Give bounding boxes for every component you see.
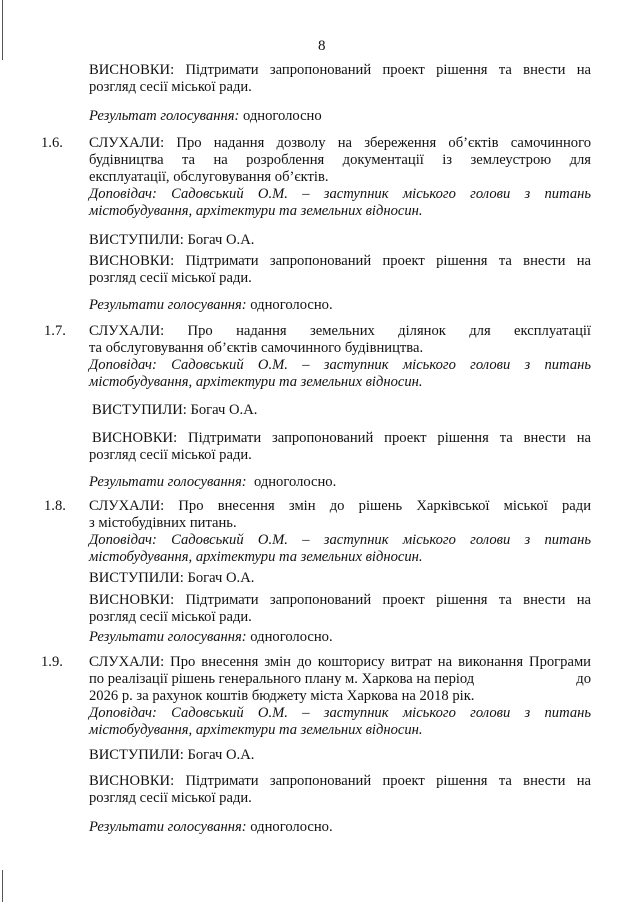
scan-edge-line xyxy=(2,0,3,60)
vote-value: одноголосно. xyxy=(246,629,333,645)
heard-line: СЛУХАЛИ: Про внесення змін до кошторису витрат на виконання Програми xyxy=(89,654,591,670)
heard-line: з містобудівних питань. xyxy=(89,515,237,531)
vote-label: Результати голосування: xyxy=(89,819,247,835)
conclusion-line: розгляд сесії міської ради. xyxy=(89,270,252,286)
conclusion-line: ВИСНОВКИ: Підтримати запропонований проект рішення та внести на xyxy=(89,253,591,269)
heard-text: по реалізації рішень генерального плану м. Харкова на період xyxy=(89,671,475,687)
spoke-line: ВИСТУПИЛИ: Богач О.А. xyxy=(92,402,258,418)
reporter-line: містобудування, архітектури та земельних відносин. xyxy=(89,722,423,738)
reporter-line: містобудування, архітектури та земельних відносин. xyxy=(89,549,423,565)
reporter-line: містобудування, архітектури та земельних відносин. xyxy=(89,203,423,219)
heard-line: СЛУХАЛИ: Про внесення змін до рішень Харківської міської ради xyxy=(89,498,591,514)
conclusion-line: ВИСНОВКИ: Підтримати запропонований проект рішення та внести на xyxy=(89,592,591,608)
vote-label: Результати голосування: xyxy=(89,297,247,313)
conclusion-line: розгляд сесії міської ради. xyxy=(89,79,252,95)
vote-value: одноголосно. xyxy=(246,819,333,835)
vote-result xyxy=(89,474,591,491)
item-number: 1.8. xyxy=(44,498,66,514)
vote-result xyxy=(89,297,591,314)
scan-edge-line xyxy=(2,870,3,902)
vote-result xyxy=(89,819,591,836)
conclusion-line: розгляд сесії міської ради. xyxy=(89,609,252,625)
reporter-line: Доповідач: Садовський О.М. – заступник міського голови з питань xyxy=(89,705,591,721)
vote-value: одноголосно. xyxy=(246,474,337,490)
heard-line: 2026 р. за рахунок коштів бюджету міста Харкова на 2018 рік. xyxy=(89,688,475,704)
heard-text: до xyxy=(576,671,591,687)
conclusion-line: розгляд сесії міської ради. xyxy=(89,447,252,463)
vote-value: одноголосно. xyxy=(246,297,333,313)
conclusion-line: ВИСНОВКИ: Підтримати запропонований проект рішення та внести на xyxy=(89,62,591,78)
spoke-line: ВИСТУПИЛИ: Богач О.А. xyxy=(89,747,255,763)
reporter-line: Доповідач: Садовський О.М. – заступник міського голови з питань xyxy=(89,532,591,548)
item-number: 1.9. xyxy=(41,654,63,670)
reporter-line: Доповідач: Садовський О.М. – заступник міського голови з питань xyxy=(89,186,591,202)
item-number: 1.6. xyxy=(41,135,63,151)
vote-label: Результат голосування: xyxy=(89,108,240,124)
heard-line: СЛУХАЛИ: Про надання земельних ділянок для експлуатації xyxy=(89,323,591,339)
spoke-line: ВИСТУПИЛИ: Богач О.А. xyxy=(89,570,255,586)
heard-line: СЛУХАЛИ: Про надання дозволу на збереження об’єктів самочинного xyxy=(89,135,591,151)
conclusion-line: ВИСНОВКИ: Підтримати запропонований проект рішення та внести на xyxy=(92,430,591,446)
vote-result xyxy=(89,629,591,646)
item-number: 1.7. xyxy=(44,323,66,339)
heard-line: будівництва та на розроблення документації із землеустрою для xyxy=(89,152,591,168)
heard-line: експлуатації, обслуговування об’єктів. xyxy=(89,169,329,185)
heard-line: та обслуговування об’єктів самочинного будівництва. xyxy=(89,340,424,356)
conclusion-line: розгляд сесії міської ради. xyxy=(89,790,252,806)
vote-result xyxy=(89,108,591,125)
heard-line xyxy=(89,671,591,688)
vote-value: одноголосно xyxy=(239,108,322,124)
conclusion-line: ВИСНОВКИ: Підтримати запропонований проект рішення та внести на xyxy=(89,773,591,789)
vote-label: Результати голосування: xyxy=(89,629,247,645)
spoke-line: ВИСТУПИЛИ: Богач О.А. xyxy=(89,232,255,248)
reporter-line: містобудування, архітектури та земельних відносин. xyxy=(89,374,423,390)
reporter-line: Доповідач: Садовський О.М. – заступник міського голови з питань xyxy=(89,357,591,373)
vote-label: Результати голосування: xyxy=(89,474,247,490)
page-number: 8 xyxy=(318,38,326,54)
